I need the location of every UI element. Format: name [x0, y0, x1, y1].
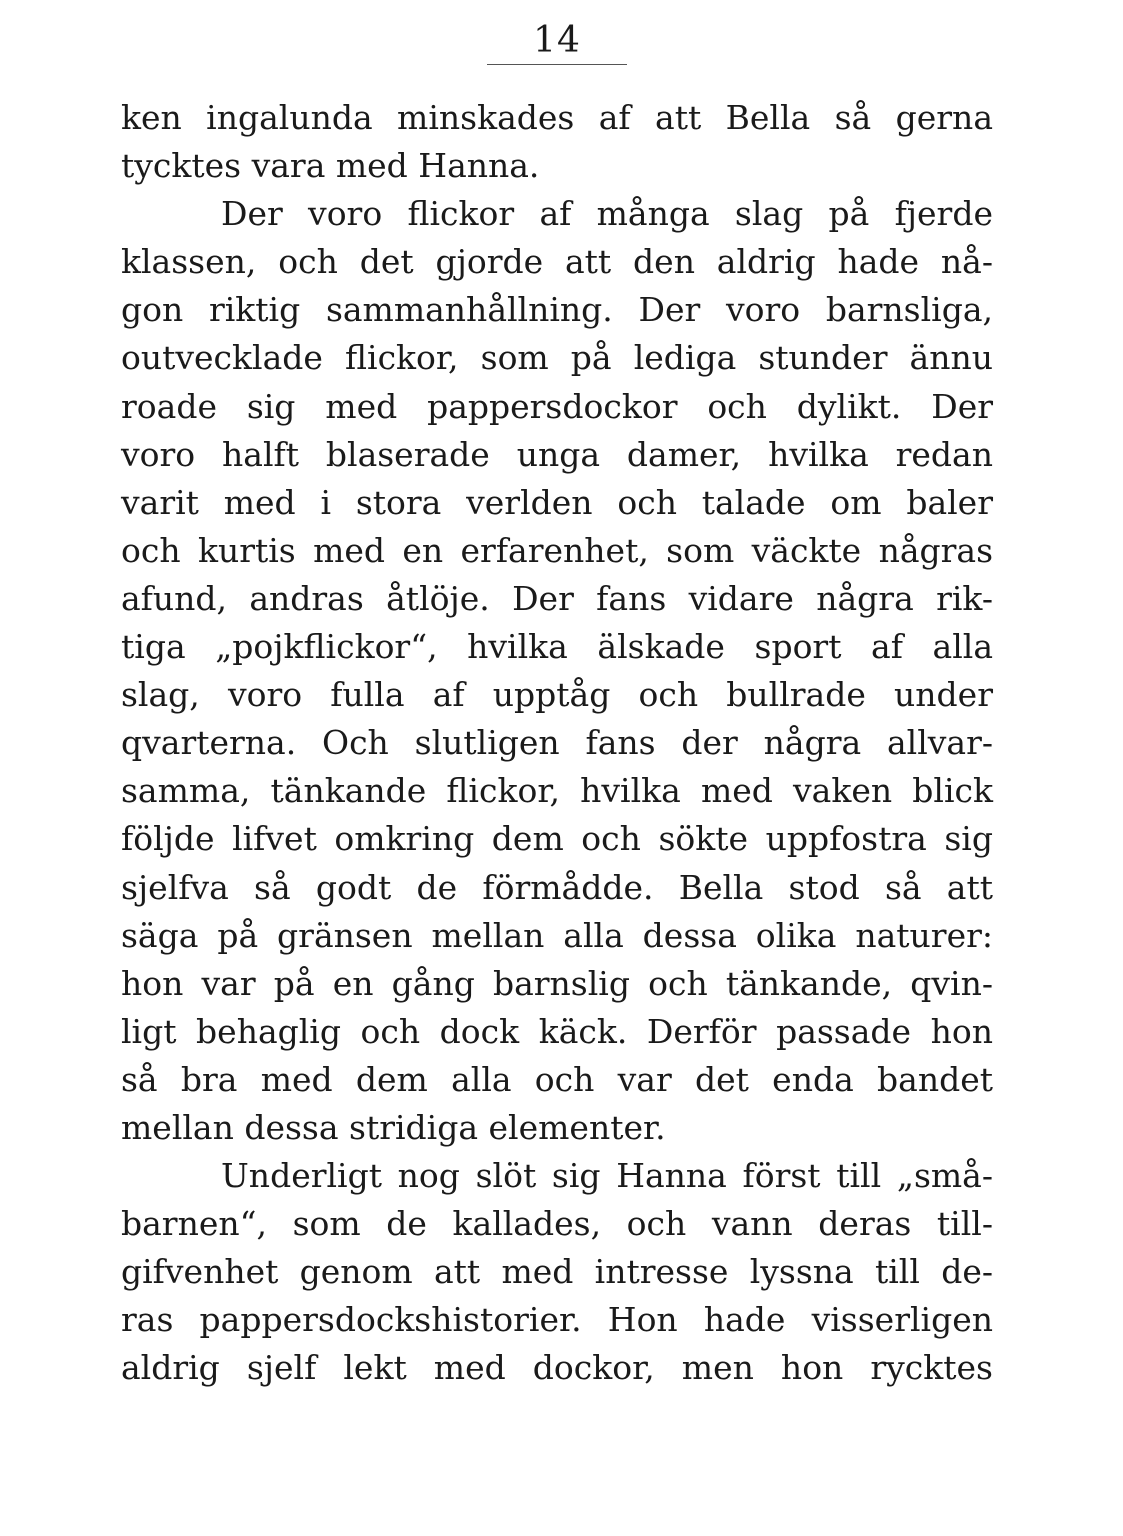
- text-line: tiga „pojkflickor“, hvilka älskade sport af alla: [121, 627, 993, 667]
- text-line: ken ingalunda minskades af att Bella så gerna: [121, 98, 993, 137]
- text-line: hon var på en gång barnslig och tänkande, qvin-: [121, 963, 993, 1003]
- text-line: varit med i stora verlden och talade om baler: [121, 482, 993, 522]
- text-line: tycktes vara med Hanna.: [121, 146, 540, 186]
- text-line: roade sig med pappersdockor och dylikt. Der: [121, 386, 993, 426]
- text-line: så bra med dem alla och var det enda bandet: [121, 1059, 993, 1099]
- text-line: klassen, och det gjorde att den aldrig hade nå-: [121, 242, 993, 282]
- text-line: outvecklade flickor, som på lediga stunder ännu: [121, 338, 993, 378]
- text-line: sjelfva så godt de förmådde. Bella stod så att: [121, 867, 993, 907]
- text-line: afund, andras åtlöje. Der fans vidare några rik-: [121, 578, 993, 618]
- text-line: ligt behaglig och dock käck. Derför passade hon: [121, 1011, 993, 1051]
- text-line: voro halft blaserade unga damer, hvilka redan: [121, 434, 993, 474]
- page-number: 14: [533, 20, 581, 61]
- text-line: samma, tänkande flickor, hvilka med vaken blick: [121, 771, 993, 811]
- text-line: säga på gränsen mellan alla dessa olika naturer:: [121, 915, 993, 955]
- text-line: Der voro flickor af många slag på fjerde: [221, 194, 993, 234]
- text-line: slag, voro fulla af upptåg och bullrade under: [121, 675, 993, 715]
- text-line: gifvenhet genom att med intresse lyssna till de-: [121, 1252, 993, 1292]
- text-line: gon riktig sammanhållning. Der voro barnsliga,: [121, 290, 993, 330]
- text-line: och kurtis med en erfarenhet, som väckte någras: [121, 530, 993, 570]
- text-line: barnen“, som de kallades, och vann deras till-: [121, 1204, 993, 1244]
- text-line: Underligt nog slöt sig Hanna först till „små-: [221, 1156, 993, 1196]
- body-text: [121, 94, 993, 1393]
- text-line: följde lifvet omkring dem och sökte uppfostra sig: [121, 819, 993, 859]
- text-line: qvarterna. Och slutligen fans der några allvar-: [121, 723, 993, 763]
- header-rule: [487, 64, 627, 65]
- text-line: aldrig sjelf lekt med dockor, men hon rycktes: [121, 1348, 993, 1388]
- text-line: ras pappersdockshistorier. Hon hade visserligen: [121, 1300, 993, 1340]
- text-line: mellan dessa stridiga elementer.: [121, 1107, 666, 1147]
